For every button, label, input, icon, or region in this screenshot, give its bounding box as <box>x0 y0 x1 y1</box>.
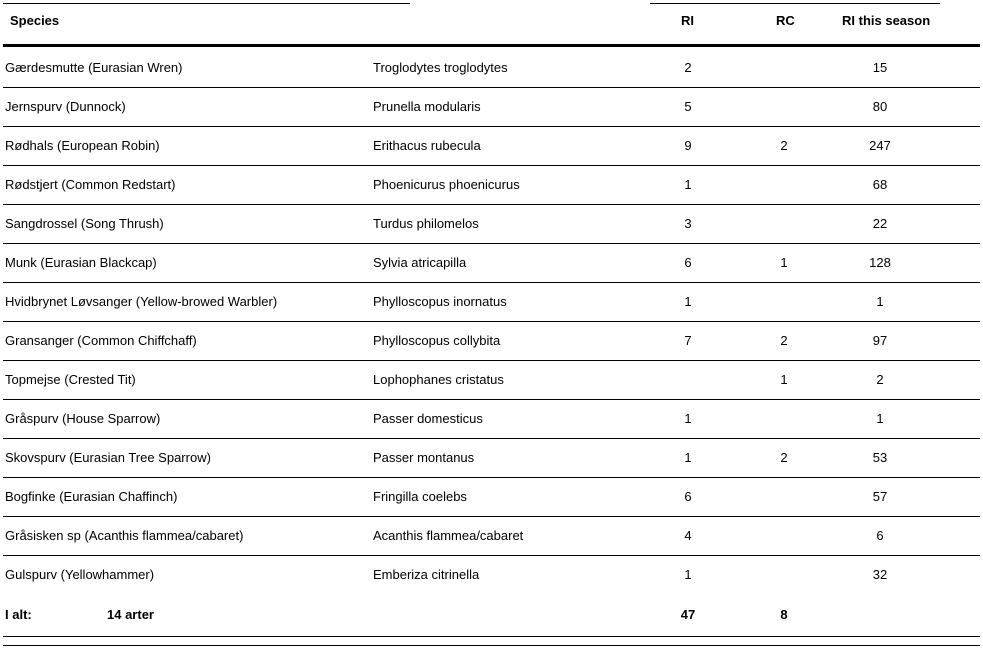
total-label: I alt: <box>5 607 32 622</box>
header-top-rule-long <box>650 3 940 4</box>
table-row <box>3 517 980 556</box>
common-name-cell: Rødhals (European Robin) <box>5 138 160 153</box>
ri-season-cell: 15 <box>872 60 888 75</box>
rc-cell: 2 <box>780 333 788 348</box>
ri-season-cell: 97 <box>872 333 888 348</box>
table-row <box>3 400 980 439</box>
ri-cell: 6 <box>684 255 692 270</box>
total-species-count: 14 arter <box>107 607 154 622</box>
ri-cell: 1 <box>684 294 692 309</box>
footer-rule-2 <box>3 645 980 646</box>
scientific-name-cell: Phoenicurus phoenicurus <box>373 177 520 192</box>
scientific-name-cell: Lophophanes cristatus <box>373 372 504 387</box>
common-name-cell: Gråspurv (House Sparrow) <box>5 411 161 426</box>
ri-season-cell: 6 <box>876 528 884 543</box>
common-name-cell: Gransanger (Common Chiffchaff) <box>5 333 197 348</box>
ri-season-cell: 1 <box>876 411 884 426</box>
scientific-name-cell: Passer domesticus <box>373 411 483 426</box>
common-name-cell: Gulspurv (Yellowhammer) <box>5 567 155 582</box>
ri-season-cell: 247 <box>869 138 891 153</box>
table-row <box>3 478 980 517</box>
ri-season-cell: 1 <box>876 294 884 309</box>
header-rc: RC <box>776 13 795 28</box>
common-name-cell: Sangdrossel (Song Thrush) <box>5 216 164 231</box>
scientific-name-cell: Prunella modularis <box>373 99 481 114</box>
scientific-name-cell: Phylloscopus inornatus <box>373 294 507 309</box>
scientific-name-cell: Phylloscopus collybita <box>373 333 501 348</box>
ri-season-cell: 68 <box>872 177 888 192</box>
header-species: Species <box>10 13 60 28</box>
scientific-name-cell: Troglodytes troglodytes <box>373 60 508 75</box>
common-name-cell: Topmejse (Crested Tit) <box>5 372 136 387</box>
table-row <box>3 49 980 88</box>
total-ri: 47 <box>680 607 696 622</box>
scientific-name-cell: Sylvia atricapilla <box>373 255 467 270</box>
table-row <box>3 244 980 283</box>
rc-cell: 1 <box>780 255 788 270</box>
ri-cell: 6 <box>684 489 692 504</box>
rc-cell: 1 <box>780 372 788 387</box>
ri-cell: 1 <box>684 567 692 582</box>
common-name-cell: Rødstjert (Common Redstart) <box>5 177 176 192</box>
common-name-cell: Gråsisken sp (Acanthis flammea/cabaret) <box>5 528 244 543</box>
common-name-cell: Bogfinke (Eurasian Chaffinch) <box>5 489 178 504</box>
ri-season-cell: 2 <box>876 372 884 387</box>
header-ri: RI <box>681 13 694 28</box>
table-row <box>3 322 980 361</box>
ri-cell: 3 <box>684 216 692 231</box>
ri-season-cell: 128 <box>869 255 891 270</box>
table-row <box>3 88 980 127</box>
ri-season-cell: 57 <box>872 489 888 504</box>
ri-cell: 4 <box>684 528 692 543</box>
total-rc: 8 <box>780 607 788 622</box>
rc-cell: 2 <box>780 138 788 153</box>
header-bottom-rule <box>3 44 980 47</box>
scientific-name-cell: Fringilla coelebs <box>373 489 467 504</box>
scientific-name-cell: Turdus philomelos <box>373 216 479 231</box>
ri-cell: 1 <box>684 411 692 426</box>
common-name-cell: Hvidbrynet Løvsanger (Yellow-browed Warbler) <box>5 294 278 309</box>
scientific-name-cell: Passer montanus <box>373 450 475 465</box>
common-name-cell: Munk (Eurasian Blackcap) <box>5 255 157 270</box>
table-row <box>3 205 980 244</box>
common-name-cell: Skovspurv (Eurasian Tree Sparrow) <box>5 450 211 465</box>
table-row <box>3 166 980 205</box>
common-name-cell: Gærdesmutte (Eurasian Wren) <box>5 60 183 75</box>
table-row <box>3 283 980 322</box>
scientific-name-cell: Acanthis flammea/cabaret <box>373 528 524 543</box>
rc-cell: 2 <box>780 450 788 465</box>
ri-season-cell: 80 <box>872 99 888 114</box>
footer-rule-1 <box>3 636 980 637</box>
ri-cell: 1 <box>684 177 692 192</box>
ri-cell: 7 <box>684 333 692 348</box>
ri-season-cell: 53 <box>872 450 888 465</box>
ri-cell: 9 <box>684 138 692 153</box>
total-row <box>3 596 980 635</box>
table-row <box>3 556 980 595</box>
scientific-name-cell: Erithacus rubecula <box>373 138 481 153</box>
header-ri-season: RI this season <box>842 13 931 28</box>
ri-cell: 2 <box>684 60 692 75</box>
common-name-cell: Jernspurv (Dunnock) <box>5 99 126 114</box>
ri-cell: 1 <box>684 450 692 465</box>
header-top-rule-short <box>3 3 410 4</box>
table-row <box>3 127 980 166</box>
table-row <box>3 361 980 400</box>
scientific-name-cell: Emberiza citrinella <box>373 567 480 582</box>
table-row <box>3 439 980 478</box>
ri-cell: 5 <box>684 99 692 114</box>
ri-season-cell: 32 <box>872 567 888 582</box>
ri-season-cell: 22 <box>872 216 888 231</box>
